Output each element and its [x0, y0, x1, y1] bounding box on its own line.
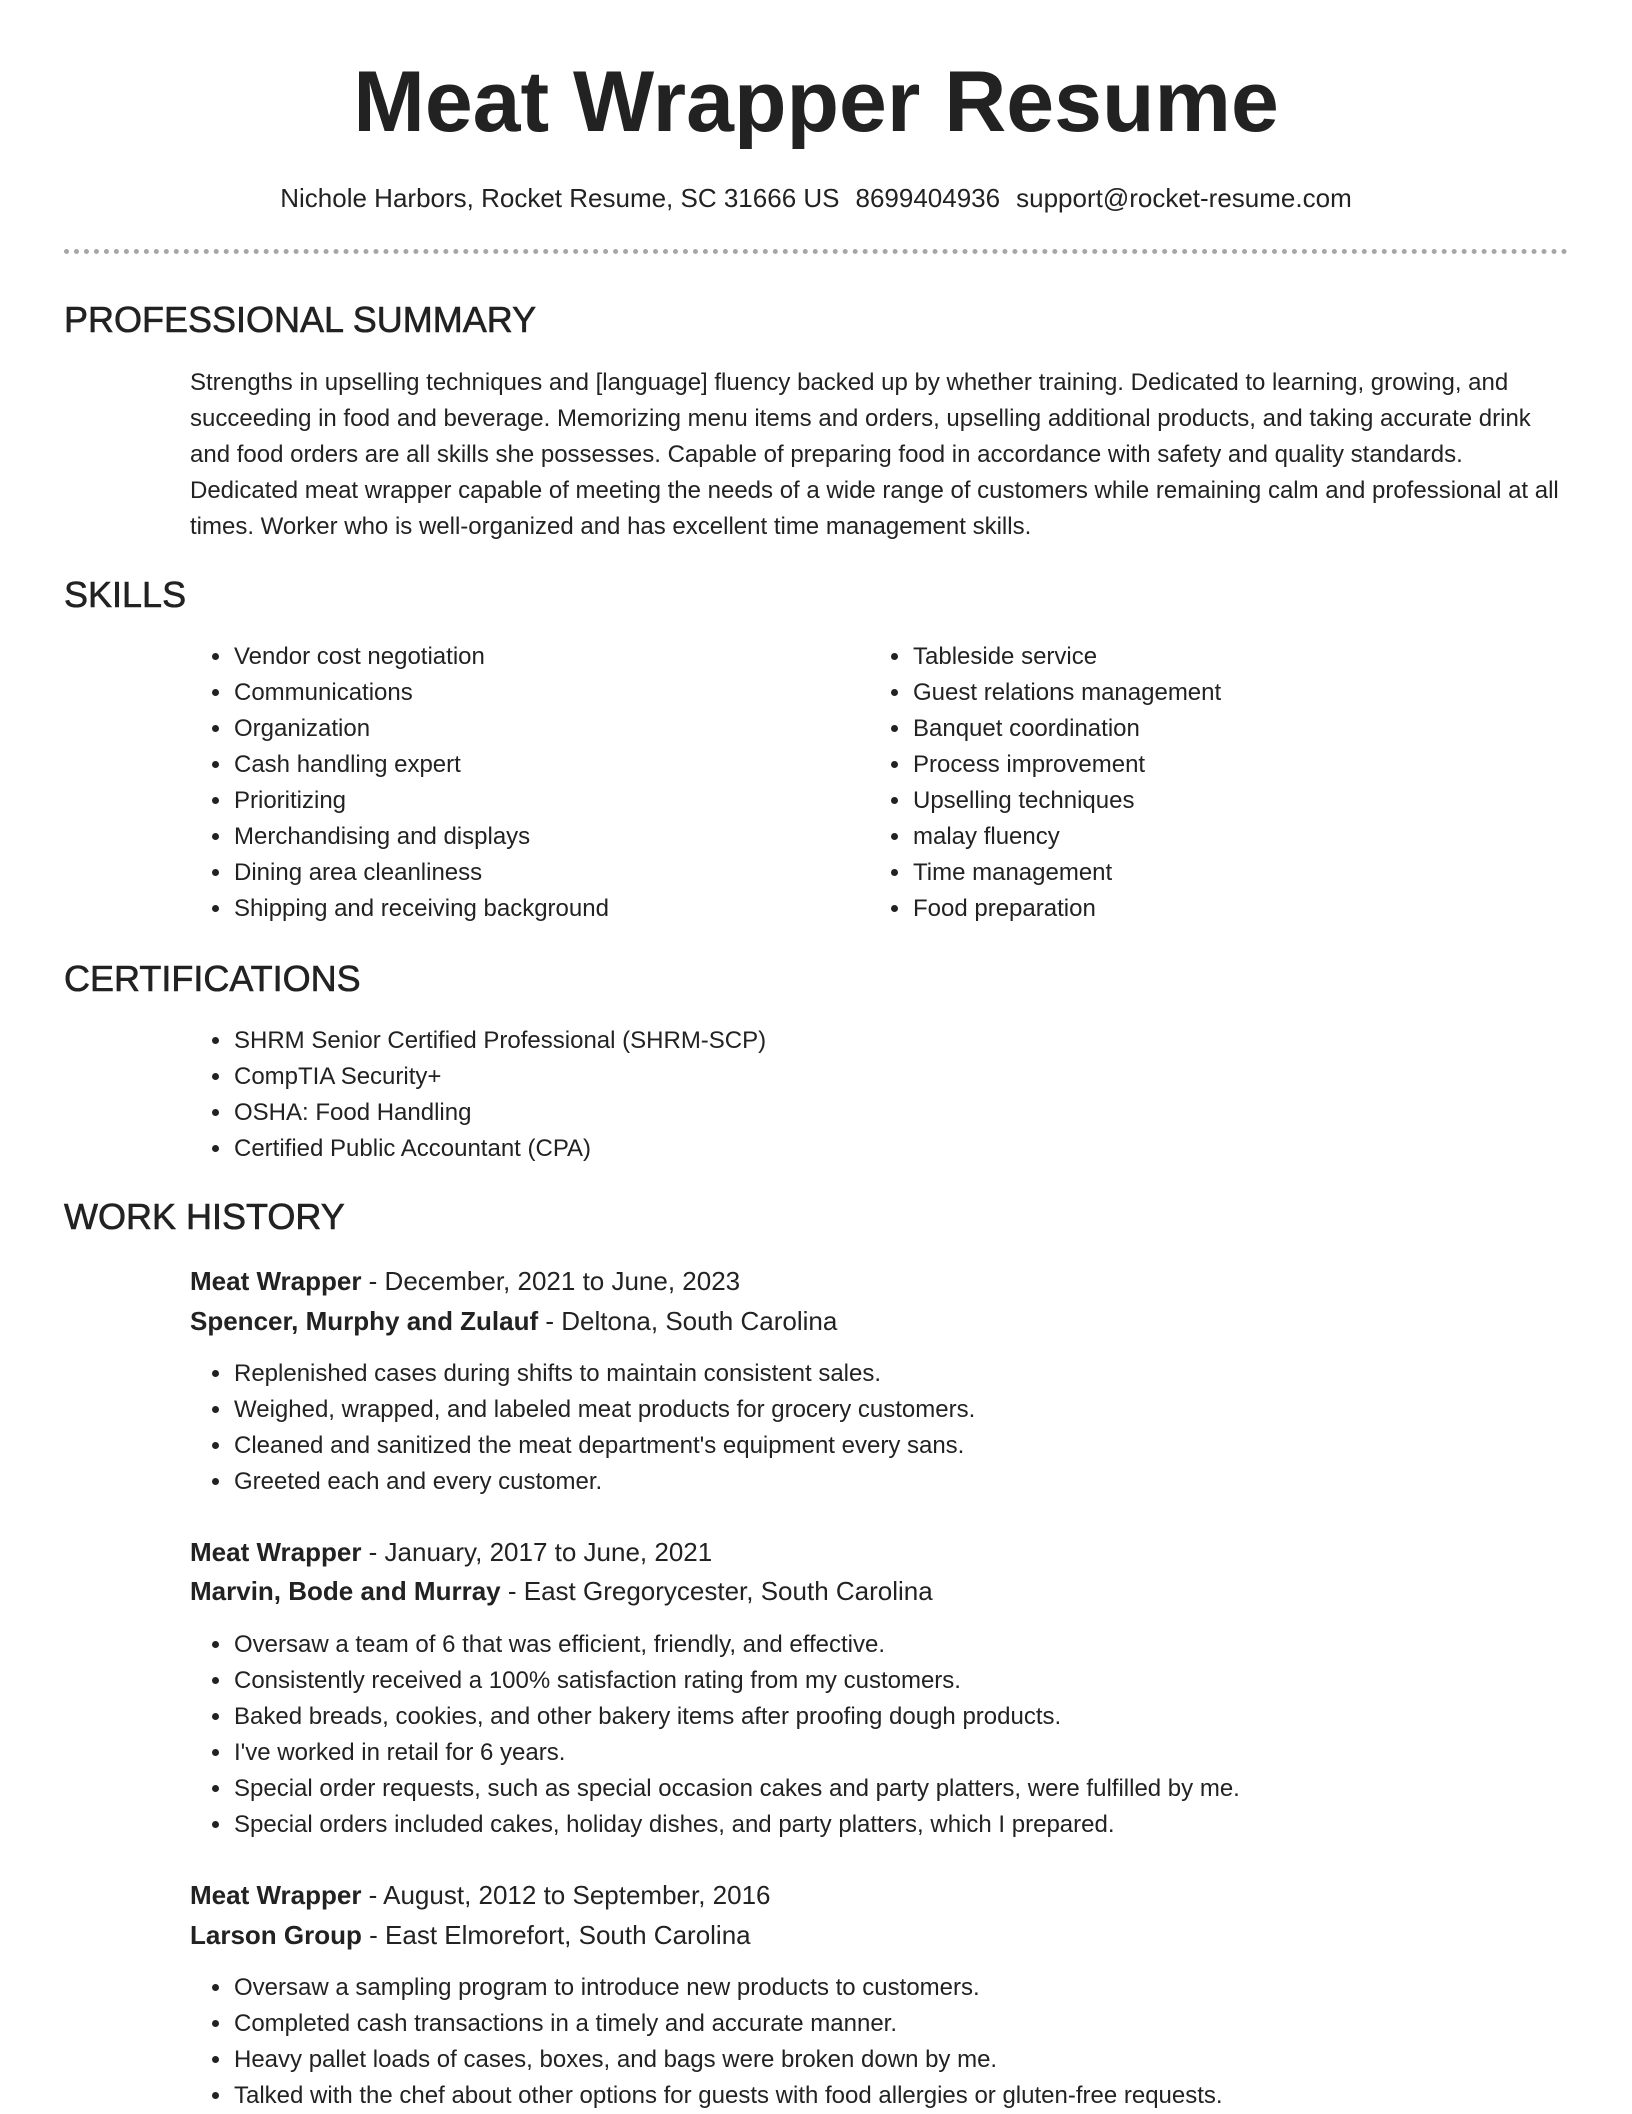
header-divider — [64, 249, 1568, 254]
job-title-line — [190, 1262, 740, 1300]
skills-list-right — [869, 639, 1532, 927]
job-bullet: • Consistently received a 100% satisfaction rating from my customers. — [233, 1663, 1613, 1699]
job-bullet: • Completed cash transactions in a timely and accurate manner. — [233, 2006, 1613, 2042]
job-company: Marvin, Bode and Murray — [190, 1576, 501, 1606]
summary-text: Strengths in upselling techniques and [language] fluency backed up by whether training. Dedicated to learning, growing, and succeeding in food and beverage. Memorizing menu items and orders, upselling additional products, and taking accurate drink and food orders are all skills she possesses. Capable of preparing food in accordance with safety and quality standards. Dedicated meat wrapper capable of meeting the needs of a wide range of customers while remaining calm and professional at all times. Worker who is well-organized and has excellent time management skills. — [190, 369, 1559, 540]
contact-phone: 8699404936 — [855, 183, 1001, 213]
skill-item: • Food preparation — [912, 891, 1532, 927]
certification-item: • CompTIA Security+ — [233, 1059, 1533, 1095]
job-bullet: • Talked with the chef about other options for guests with food allergies or gluten-free requests. — [233, 2078, 1613, 2114]
job-bullet: • Special orders included cakes, holiday dishes, and party platters, which I prepared. — [233, 1807, 1613, 1843]
skills-list-left — [190, 639, 853, 927]
skill-item: • Shipping and receiving background — [233, 891, 853, 927]
skill-item: • Process improvement — [912, 747, 1532, 783]
job-company-line — [190, 1572, 933, 1610]
job-title: Meat Wrapper — [190, 1266, 362, 1296]
job-bullets — [190, 1970, 1613, 2114]
job-company-line — [190, 1302, 837, 1340]
skills-heading: SKILLS — [64, 574, 187, 615]
job-bullets — [190, 1627, 1613, 1843]
skill-item: • Banquet coordination — [912, 711, 1532, 747]
skill-item: • Merchandising and displays — [233, 819, 853, 855]
contact-email: support@rocket-resume.com — [1016, 183, 1352, 213]
job-bullet: • Greeted each and every customer. — [233, 1464, 1613, 1500]
skill-item: • Tableside service — [912, 639, 1532, 675]
job-location: - Deltona, South Carolina — [538, 1306, 838, 1336]
skill-item: • Vendor cost negotiation — [233, 639, 853, 675]
work-history-heading: WORK HISTORY — [64, 1196, 345, 1237]
certification-item: • Certified Public Accountant (CPA) — [233, 1131, 1533, 1167]
resume-title: Meat Wrapper Resume — [353, 54, 1279, 150]
skill-item: • Cash handling expert — [233, 747, 853, 783]
job-bullet: • Weighed, wrapped, and labeled meat products for grocery customers. — [233, 1392, 1613, 1428]
certifications-list — [190, 1023, 1533, 1167]
summary-heading: PROFESSIONAL SUMMARY — [64, 299, 537, 340]
job-location: - East Gregorycester, South Carolina — [500, 1576, 933, 1606]
job-bullet: • Replenished cases during shifts to maintain consistent sales. — [233, 1356, 1613, 1392]
job-bullets — [190, 1356, 1613, 1500]
skill-item: • malay fluency — [912, 819, 1532, 855]
job-title-line — [190, 1533, 712, 1571]
contact-address: Nichole Harbors, Rocket Resume, SC 31666 US — [280, 183, 840, 213]
job-dates: - January, 2017 to June, 2021 — [361, 1537, 713, 1567]
job-company: Larson Group — [190, 1920, 362, 1950]
skill-item: • Prioritizing — [233, 783, 853, 819]
certification-item: • SHRM Senior Certified Professional (SHRM-SCP) — [233, 1023, 1533, 1059]
job-location: - East Elmorefort, South Carolina — [361, 1920, 751, 1950]
contact-line — [0, 180, 1632, 216]
job-bullet: • Cleaned and sanitized the meat department's equipment every sans. — [233, 1428, 1613, 1464]
skill-item: • Guest relations management — [912, 675, 1532, 711]
job-bullet: • Heavy pallet loads of cases, boxes, and bags were broken down by me. — [233, 2042, 1613, 2078]
skill-item: • Organization — [233, 711, 853, 747]
job-title-line — [190, 1876, 771, 1914]
job-bullet: • Oversaw a team of 6 that was efficient, friendly, and effective. — [233, 1627, 1613, 1663]
job-title: Meat Wrapper — [190, 1537, 362, 1567]
skill-item: • Upselling techniques — [912, 783, 1532, 819]
job-bullet: • Oversaw a sampling program to introduce new products to customers. — [233, 1970, 1613, 2006]
job-company: Spencer, Murphy and Zulauf — [190, 1306, 539, 1336]
certifications-heading: CERTIFICATIONS — [64, 958, 361, 999]
skill-item: • Communications — [233, 675, 853, 711]
certification-item: • OSHA: Food Handling — [233, 1095, 1533, 1131]
job-bullet: • Special order requests, such as special occasion cakes and party platters, were fulfilled by me. — [233, 1771, 1613, 1807]
skill-item: • Time management — [912, 855, 1532, 891]
skill-item: • Dining area cleanliness — [233, 855, 853, 891]
job-bullet: • I've worked in retail for 6 years. — [233, 1735, 1613, 1771]
job-bullet: • Baked breads, cookies, and other bakery items after proofing dough products. — [233, 1699, 1613, 1735]
job-title: Meat Wrapper — [190, 1880, 362, 1910]
job-dates: - December, 2021 to June, 2023 — [361, 1266, 741, 1296]
job-company-line — [190, 1916, 751, 1954]
job-dates: - August, 2012 to September, 2016 — [361, 1880, 771, 1910]
